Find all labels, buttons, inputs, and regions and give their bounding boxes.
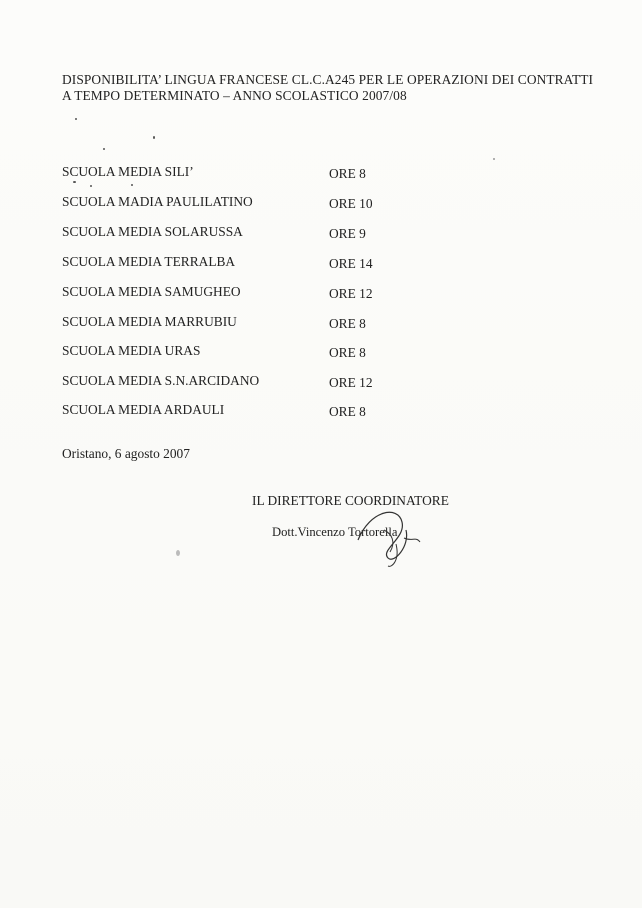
school-name: SCUOLA MADIA PAULILATINO [62,194,253,209]
handwritten-signature [330,500,440,570]
school-name: SCUOLA MEDIA SAMUGHEO [62,284,241,299]
hours-value: ORE 12 [329,286,373,301]
scan-speck [75,118,77,120]
scan-speck [176,550,180,556]
scan-speck [493,158,495,160]
signature-role: IL DIRETTORE COORDINATORE [252,493,449,508]
place-date: Oristano, 6 agosto 2007 [62,446,190,461]
hours-value: ORE 8 [329,345,366,360]
school-name: SCUOLA MEDIA URAS [62,343,201,358]
title-line-1: DISPONIBILITA’ LINGUA FRANCESE CL.C.A245 PER LE OPERAZIONI DEI CONTRATTI [62,72,594,87]
hours-value: ORE 10 [329,196,373,211]
table-row [62,343,542,361]
hours-value: ORE 8 [329,166,366,181]
school-name: SCUOLA MEDIA MARRUBIU [62,314,237,329]
table-row [62,254,542,272]
signature-name: Dott.Vincenzo Tortorella [272,525,398,539]
table-row [62,284,542,302]
scan-speck [153,136,155,139]
scan-speck [90,185,92,187]
school-name: SCUOLA MEDIA S.N.ARCIDANO [62,373,260,388]
table-row [62,314,542,332]
scan-speck [103,148,105,150]
table-row [62,373,542,391]
hours-value: ORE 12 [329,375,373,390]
table-row [62,224,542,242]
hours-value: ORE 8 [329,316,366,331]
hours-value: ORE 8 [329,404,366,419]
hours-value: ORE 9 [329,226,366,241]
school-name: SCUOLA MEDIA SOLARUSSA [62,224,243,239]
title-line-2: A TEMPO DETERMINATO – ANNO SCOLASTICO 2007/08 [62,88,407,103]
school-name: SCUOLA MEDIA TERRALBA [62,254,236,269]
scan-speck [131,184,133,186]
document-title [62,72,622,104]
school-name: SCUOLA MEDIA ARDAULI [62,402,225,417]
scan-speck [73,181,76,183]
table-row [62,164,542,182]
hours-value: ORE 14 [329,256,373,271]
school-name: SCUOLA MEDIA SILI’ [62,164,194,179]
table-row [62,194,542,212]
table-row [62,402,542,420]
